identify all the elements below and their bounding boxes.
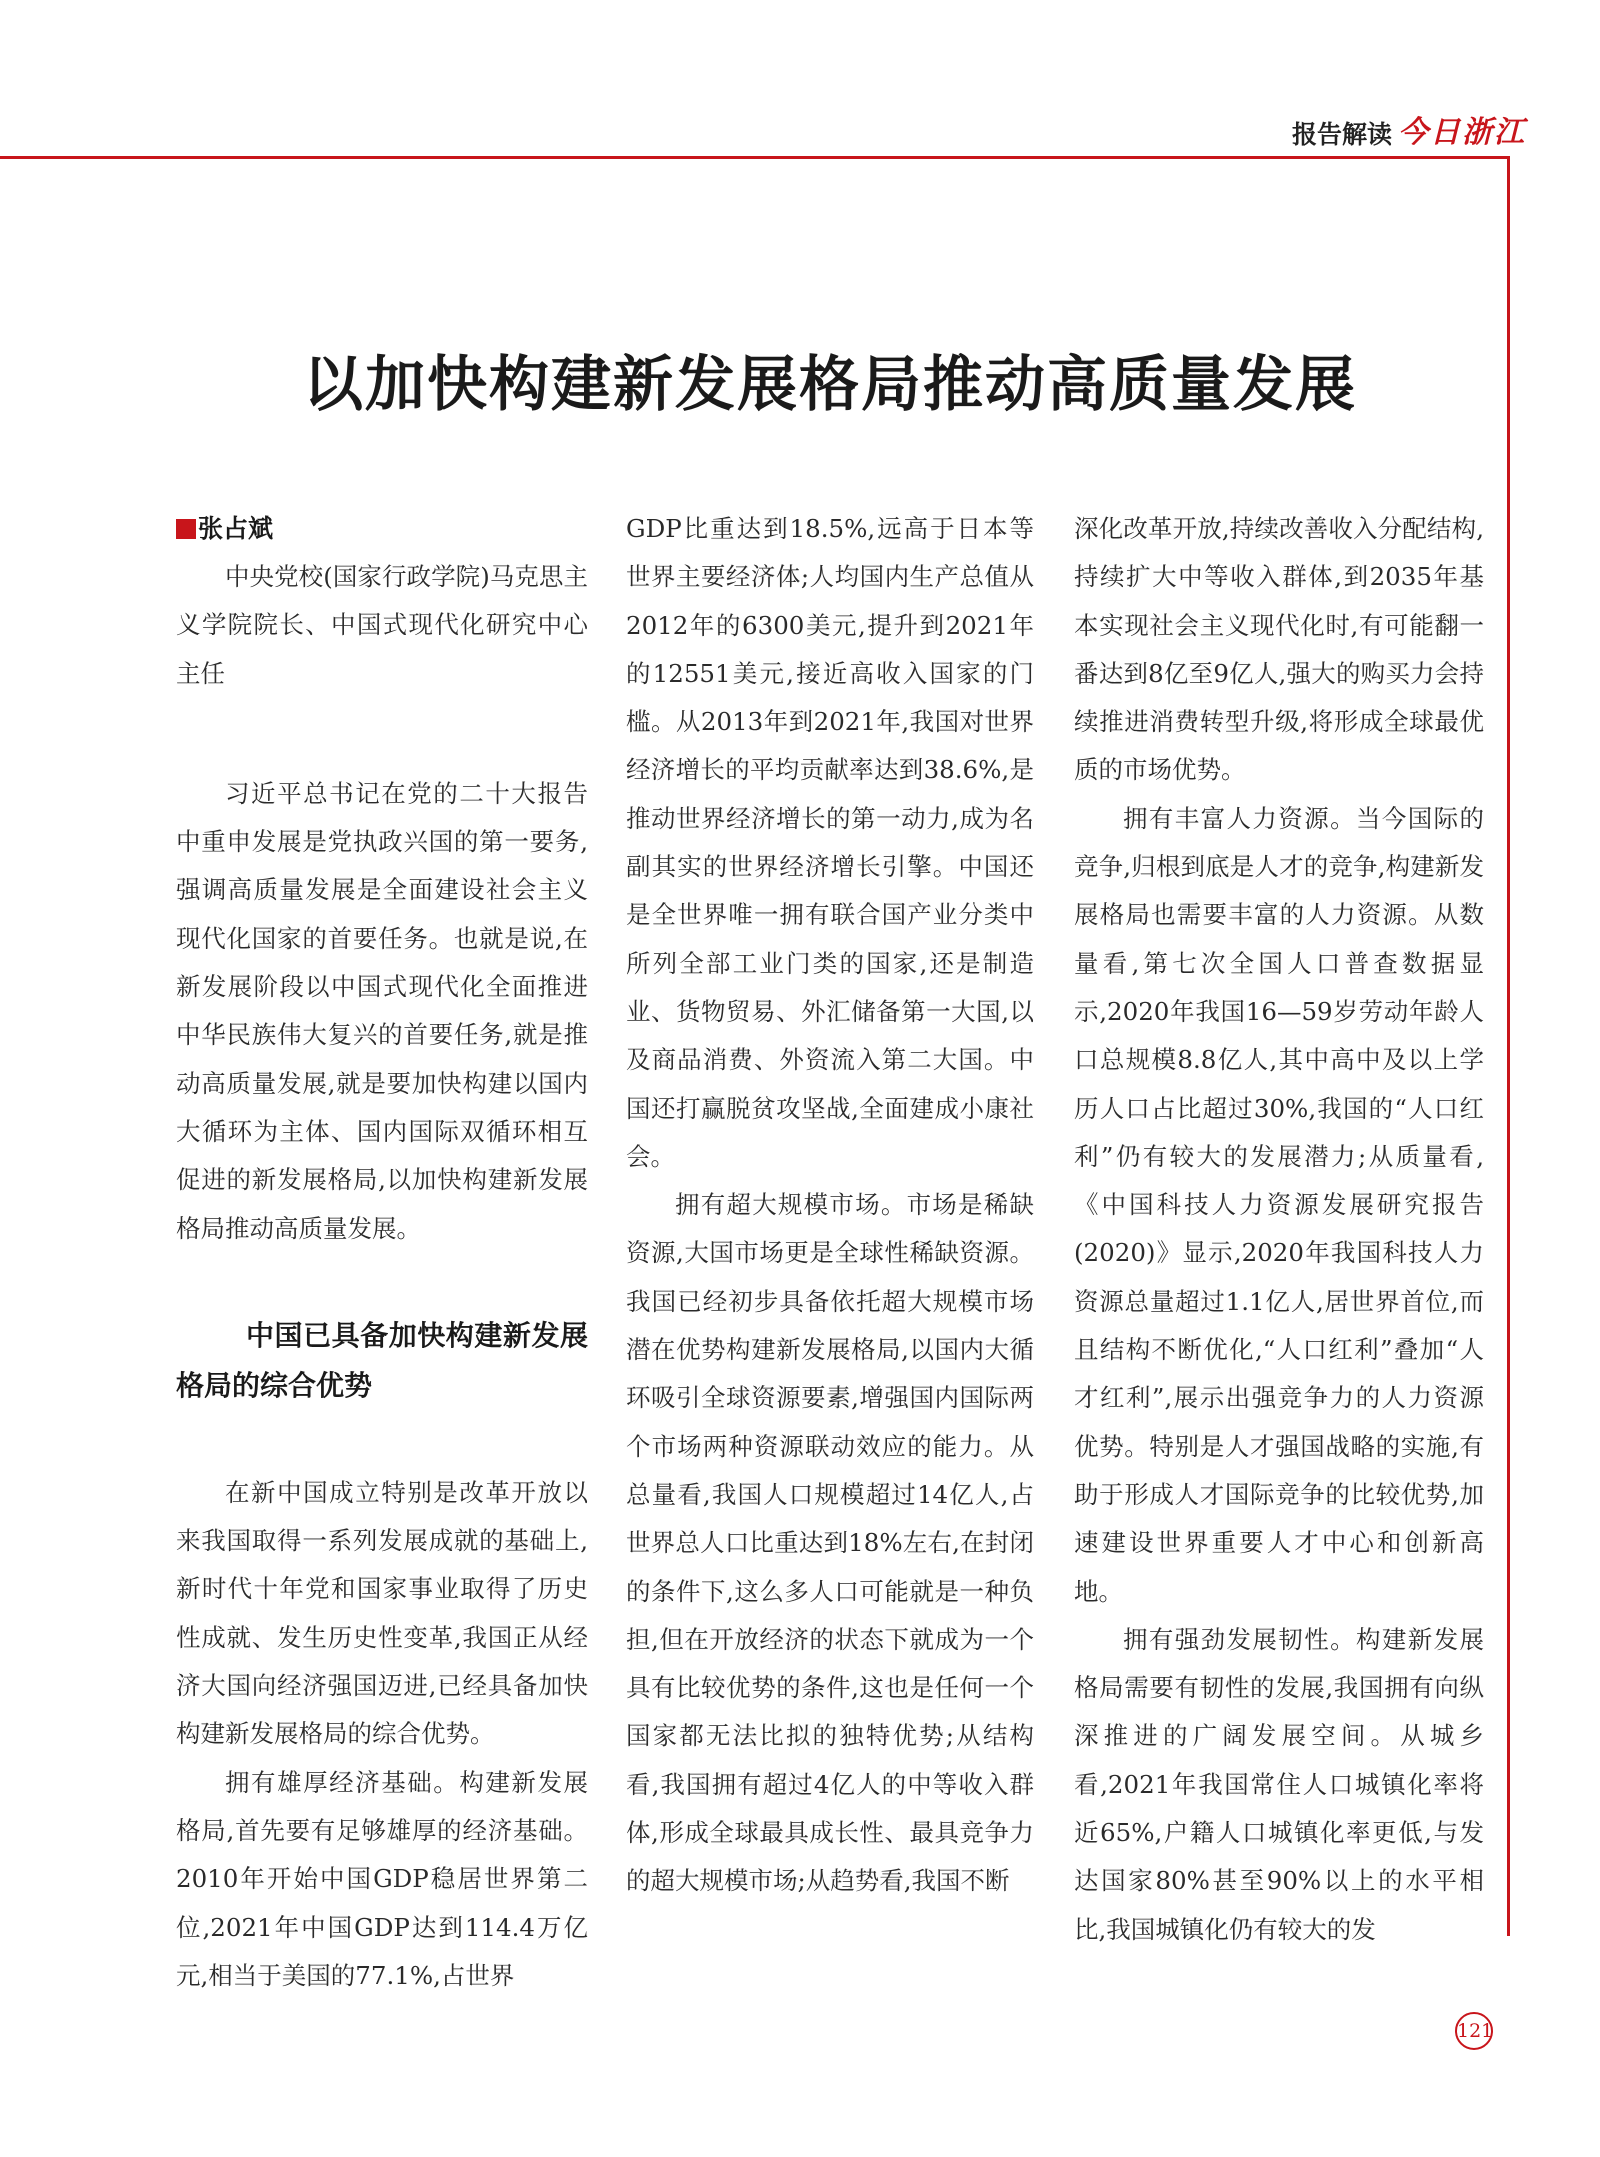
column-1 [176, 505, 588, 2000]
intro-paragraph: 习近平总书记在党的二十大报告中重申发展是党执政兴国的第一要务,强调高质量发展是全面建设社会主义现代化国家的首要任务。也就是说,在新发展阶段以中国式现代化全面推进中华民族伟大复兴的首要任务,就是推动高质量发展,就是要加快构建以国内大循环为主体、国内国际双循环相互促进的新发展格局,以加快构建新发展格局推动高质量发展。 [176, 778, 588, 1243]
paragraph: 在新中国成立特别是改革开放以来我国取得一系列发展成就的基础上,新时代十年党和国家事业取得了历史性成就、发生历史性变革,我国正从经济大国向经济强国迈进,已经具备加快构建新发展格局的综合优势。 [176, 1477, 588, 1749]
author-name: 张占斌 [198, 514, 274, 543]
author-marker-icon [176, 519, 196, 539]
paragraph-continued: 深化改革开放,持续改善收入分配结构,持续扩大中等收入群体,到2035年基本实现社会主义现代化时,有可能翻一番达到8亿至9亿人,强大的购买力会持续推进消费转型升级,将形成全球最优质的市场优势。 [1074, 514, 1484, 785]
column-2 [626, 505, 1034, 1906]
author-affiliation: 中央党校(国家行政学院)马克思主义学院院长、中国式现代化研究中心主任 [176, 562, 588, 688]
author-line [176, 505, 588, 553]
section-label: 报告解读 [1292, 120, 1393, 149]
section-heading: 中国已具备加快构建新发展格局的综合优势 [176, 1318, 588, 1402]
paragraph: 拥有超大规模市场。市场是稀缺资源,大国市场更是全球性稀缺资源。我国已经初步具备依托超大规模市场潜在优势构建新发展格局,以国内大循环吸引全球资源要素,增强国内国际两个市场两种资源联动效应的能力。从总量看,我国人口规模超过14亿人,占世界总人口比重达到18%左右,在封闭的条件下,这么多人口可能就是一种负担,但在开放经济的状态下就成为一个具有比较优势的条件,这也是任何一个国家都无法比拟的独特优势;从结构看,我国拥有超过4亿人的中等收入群体,形成全球最具成长性、最具竞争力的超大规模市场;从趋势看,我国不断 [626, 1190, 1034, 1896]
magazine-logo: 今日浙江 [1398, 115, 1526, 150]
paragraph: 拥有雄厚经济基础。构建新发展格局,首先要有足够雄厚的经济基础。2010年开始中国GDP稳居世界第二位,2021年中国GDP达到114.4万亿元,相当于美国的77.1%,占世界 [176, 1767, 588, 1990]
article-title: 以加快构建新发展格局推动高质量发展 [303, 350, 1357, 421]
paragraph: 拥有丰富人力资源。当今国际的竞争,归根到底是人才的竞争,构建新发展格局也需要丰富的人力资源。从数量看,第七次全国人口普查数据显示,2020年我国16—59岁劳动年龄人口总规模8.8亿人,其中高中及以上学历人口占比超过30%,我国的“人口红利”仍有较大的发展潜力;从质量看,《中国科技人力资源发展研究报告(2020)》显示,2020年我国科技人力资源总量超过1.1亿人,居世界首位,而且结构不断优化,“人口红利”叠加“人才红利”,展示出强竞争力的人力资源优势。特别是人才强国战略的实施,有助于形成人才国际竞争的比较优势,加速建设世界重要人才中心和创新高地。 [1074, 803, 1484, 1606]
header-rule [0, 156, 1510, 159]
column-3 [1074, 505, 1484, 1954]
paragraph-continued: GDP比重达到18.5%,远高于日本等世界主要经济体;人均国内生产总值从2012年的6300美元,提升到2021年的12551美元,接近高收入国家的门槛。从2013年到2021年,我国对世界经济增长的平均贡献率达到38.6%,是推动世界经济增长的第一动力,成为名副其实的世界经济增长引擎。中国还是全世界唯一拥有联合国产业分类中所列全部工业门类的国家,还是制造业、货物贸易、外汇储备第一大国,以及商品消费、外资流入第二大国。中国还打赢脱贫攻坚战,全面建成小康社会。 [626, 514, 1034, 1171]
page-number: 121 [1455, 2012, 1493, 2050]
paragraph: 拥有强劲发展韧性。构建新发展格局需要有韧性的发展,我国拥有向纵深推进的广阔发展空间。从城乡看,2021年我国常住人口城镇化率将近65%,户籍人口城镇化率更低,与发达国家80%甚至90%以上的水平相比,我国城镇化仍有较大的发 [1074, 1624, 1484, 1944]
